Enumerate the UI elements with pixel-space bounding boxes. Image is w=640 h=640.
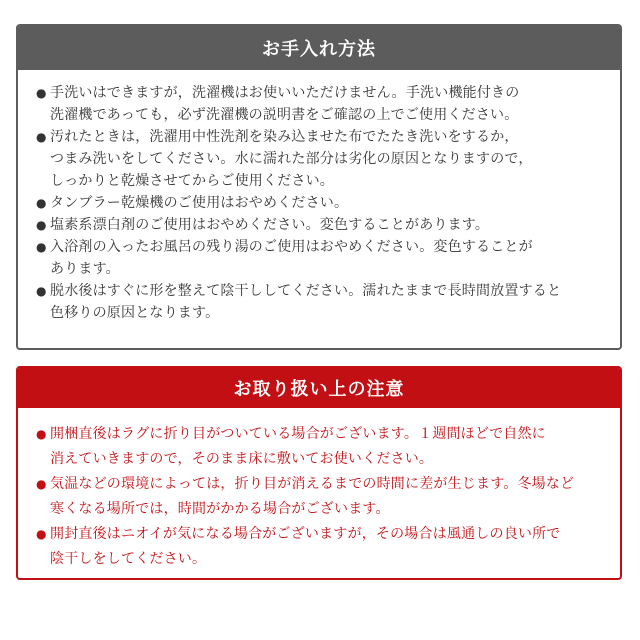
handling-caution-title: お取り扱い上の注意 [18,368,620,408]
bullet-icon: ● [36,477,47,491]
bullet-icon: ● [36,240,47,254]
list-item-text: 寒くなる場所では，時間がかかる場合がございます。 [50,501,390,517]
list-item-text: つまみ洗いをしてください。水に濡れた部分は劣化の原因となりますので， [50,151,533,167]
care-instructions-panel [16,24,622,350]
list-item-text: 開封直後はニオイが気になる場合がございますが，その場合は風通しの良い所で [50,526,561,542]
list-item-text: 塩素系漂白剤のご使用はおやめください。変色することがあります。 [50,217,490,233]
list-item [36,472,610,522]
list-item-text: 開梱直後はラグに折り目がついている場合がございます。１週間ほどで自然に [50,426,546,442]
list-item-text: あります。 [50,261,120,277]
list-item [36,192,610,214]
bullet-icon: ● [36,196,47,210]
list-item-text: 洗濯機であっても，必ず洗濯機の説明書をご確認の上でご使用ください。 [50,107,519,123]
bullet-icon: ● [36,284,47,298]
bullet-icon: ● [36,86,47,100]
list-item [36,280,610,324]
list-item-text: 脱水後はすぐに形を整えて陰干ししてください。濡れたままで長時間放置すると [50,283,562,299]
list-item-text: 入浴剤の入ったお風呂の残り湯のご使用はおやめください。変色することが [50,239,533,255]
list-item [36,126,610,192]
list-item [36,522,610,572]
care-instructions-list [18,70,620,324]
list-item-text: しっかりと乾燥させてからご使用ください。 [50,173,334,189]
list-item-text: タンブラー乾燥機のご使用はおやめください。 [50,195,349,211]
handling-caution-list [18,408,620,572]
list-item-text: 陰干しをしてください。 [50,551,207,567]
list-item [36,236,610,280]
bullet-icon: ● [36,218,47,232]
bullet-icon: ● [36,427,47,441]
list-item-text: 消えていきますので，そのまま床に敷いてお使いください。 [50,451,434,467]
list-item-text: 気温などの環境によっては，折り目が消えるまでの時間に差が生じます。冬場など [50,476,575,492]
bullet-icon: ● [36,130,47,144]
handling-caution-panel [16,366,622,580]
bullet-icon: ● [36,527,47,541]
list-item-text: 手洗いはできますが，洗濯機はお使いいただけません。手洗い機能付きの [50,85,520,101]
list-item [36,422,610,472]
list-item [36,214,610,236]
list-item [36,82,610,126]
list-item-text: 汚れたときは，洗濯用中性洗剤を染み込ませた布でたたき洗いをするか， [50,129,519,145]
list-item-text: 色移りの原因となります。 [50,305,220,321]
care-instructions-title: お手入れ方法 [18,26,620,70]
